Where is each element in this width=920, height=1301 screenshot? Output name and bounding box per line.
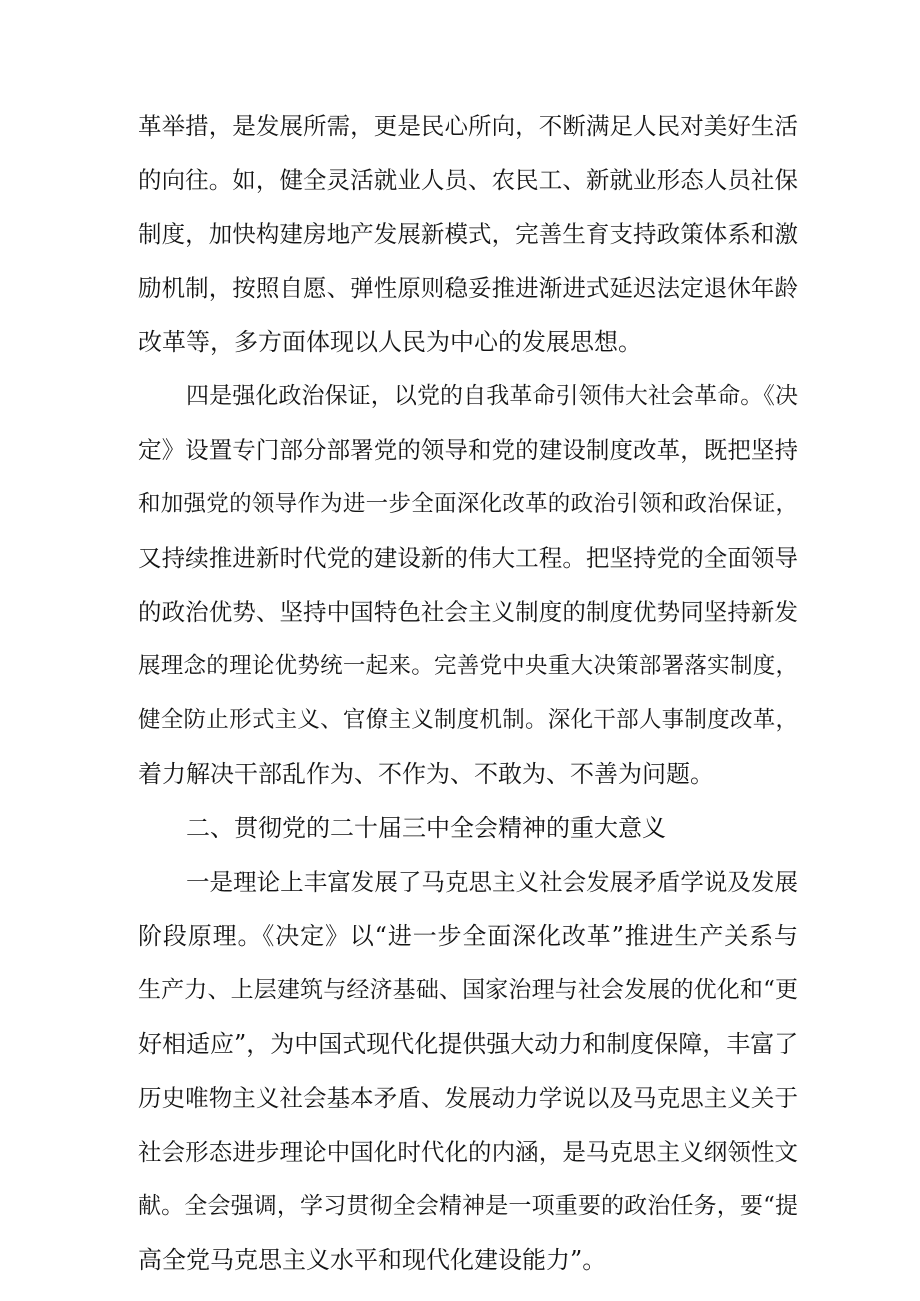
paragraph-line: 又持续推进新时代党的建设新的伟大工程。把坚持党的全面领导 [138, 544, 798, 572]
paragraph-first-line: 一是理论上丰富发展了马克思主义社会发展矛盾学说及发展 [186, 868, 798, 896]
paragraph-line: 献。全会强调，学习贯彻全会精神是一项重要的政治任务，要“提 [138, 1193, 798, 1219]
paragraph-line: 社会形态进步理论中国化时代化的内涵，是马克思主义纲领性文 [138, 1138, 798, 1166]
paragraph-line: 健全防止形式主义、官僚主义制度机制。深化干部人事制度改革， [138, 707, 798, 733]
paragraph-line: 和加强党的领导作为进一步全面深化改革的政治引领和政治保证， [138, 491, 798, 517]
paragraph-line: 励机制，按照自愿、弹性原则稳妥推进渐进式延迟法定退休年龄 [138, 274, 798, 302]
paragraph-line: 高全党马克思主义水平和现代化建设能力”。 [138, 1246, 607, 1274]
paragraph-line: 的政治优势、坚持中国特色社会主义制度的制度优势同坚持新发 [138, 598, 798, 626]
paragraph-line: 制度，加快构建房地产发展新模式，完善生育支持政策体系和激 [138, 220, 798, 248]
paragraph-line: 改革等，多方面体现以人民为中心的发展思想。 [138, 328, 642, 356]
paragraph-line: 的向往。如，健全灵活就业人员、农民工、新就业形态人员社保 [138, 166, 798, 194]
paragraph-line: 好相适应”，为中国式现代化提供强大动力和制度保障，丰富了 [138, 1030, 799, 1058]
paragraph-line: 阶段原理。《决定》以“进一步全面深化改革”推进生产关系与 [138, 922, 798, 950]
paragraph-line: 定》设置专门部分部署党的领导和党的建设制度改革，既把坚持 [138, 436, 798, 464]
paragraph-line: 着力解决干部乱作为、不作为、不敢为、不善为问题。 [138, 760, 714, 788]
paragraph-line: 展理念的理论优势统一起来。完善党中央重大决策部署落实制度， [138, 653, 798, 679]
paragraph-line: 历史唯物主义社会基本矛盾、发展动力学说以及马克思主义关于 [138, 1084, 798, 1112]
section-heading: 二、贯彻党的二十届三中全会精神的重大意义 [186, 814, 666, 842]
paragraph-line: 生产力、上层建筑与经济基础、国家治理与社会发展的优化和“更 [138, 977, 798, 1003]
paragraph-first-line: 四是强化政治保证，以党的自我革命引领伟大社会革命。《决 [186, 383, 798, 409]
paragraph-line: 革举措，是发展所需，更是民心所向，不断满足人民对美好生活 [138, 112, 798, 140]
